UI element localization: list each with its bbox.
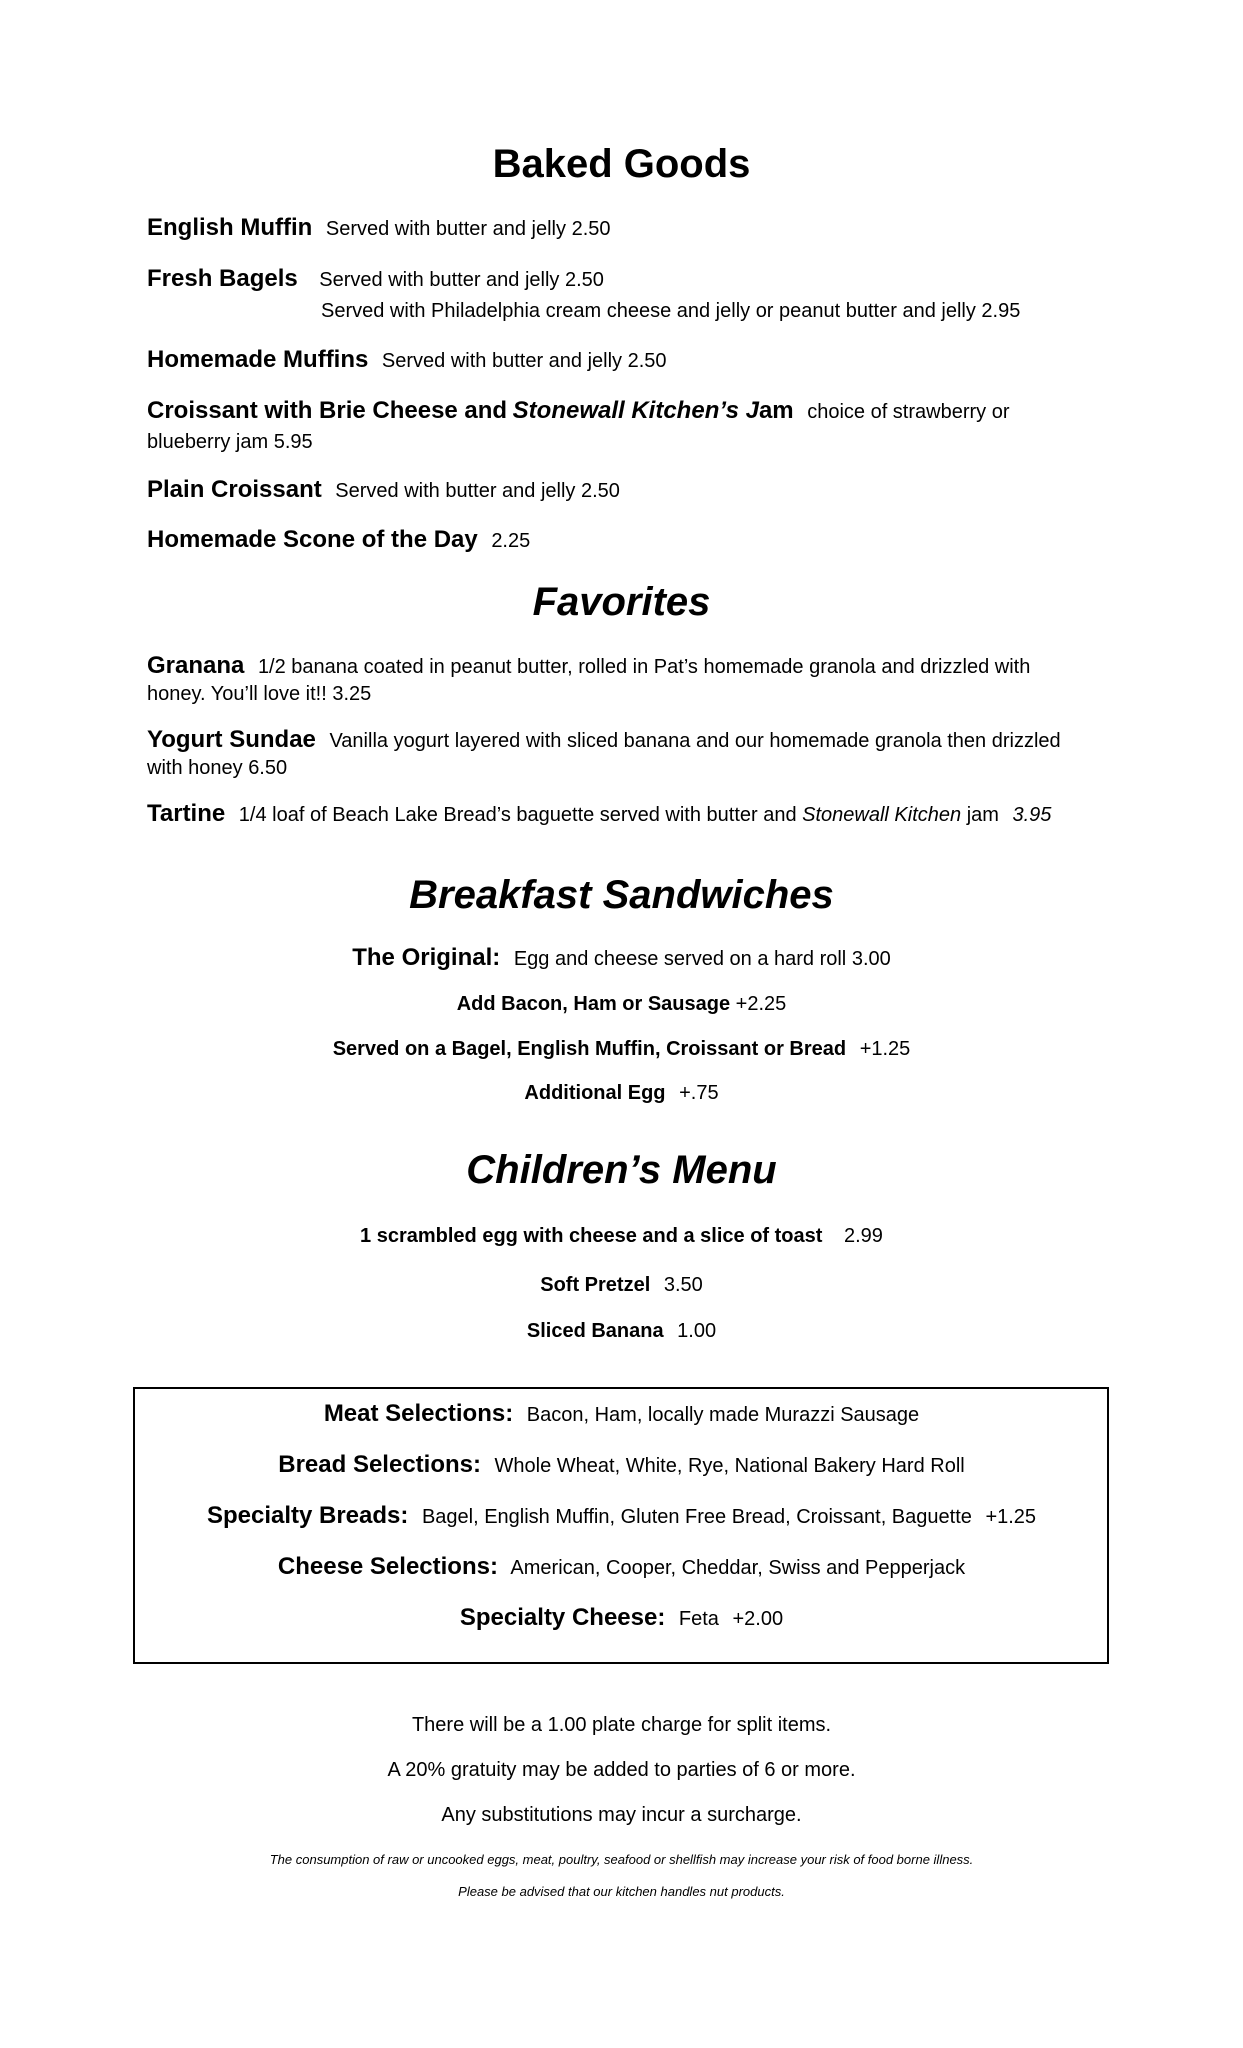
note-consumption-warning: The consumption of raw or uncooked eggs, meat, poultry, seafood or shellfish may increase your risk of food borne illness. (269, 1852, 974, 1867)
item-desc: Vanilla yogurt layered with sliced banana and our homemade granola then drizzled (329, 730, 1061, 752)
item-brand: Stonewall Kitchen (802, 804, 962, 826)
item-desc-2: jam (966, 804, 999, 826)
note-gratuity: A 20% gratuity may be added to parties of 6 or more. (387, 1759, 856, 1781)
selection-value: Bacon, Ham, locally made Murazzi Sausage (526, 1404, 920, 1426)
item-desc: Served with butter and jelly (325, 218, 567, 240)
item-price: 1.00 (677, 1320, 717, 1342)
menu-item-granana (147, 652, 1097, 708)
item-desc: 1/2 banana coated in peanut butter, rolled in Pat’s homemade granola and drizzled with (257, 656, 1031, 678)
item-price: 2.50 (565, 269, 604, 291)
meat-selections (0, 1400, 1243, 1428)
item-price: 2.50 (627, 350, 667, 372)
item-name: 1 scrambled egg with cheese and a slice of toast (360, 1225, 823, 1247)
item-price: 3.50 (663, 1274, 703, 1296)
selection-label: Specialty Cheese: (459, 1604, 666, 1631)
item-name: Homemade Muffins (147, 346, 369, 373)
item-desc: 1/4 loaf of Beach Lake Bread’s baguette served with butter and (238, 804, 797, 826)
sandwich-add-meat (0, 993, 1243, 1016)
menu-item-plain-croissant (147, 476, 1097, 505)
item-name: Add Bacon, Ham or Sausage (456, 993, 731, 1015)
item-desc-2: blueberry jam (147, 431, 269, 453)
sandwich-original (0, 944, 1243, 972)
baked-goods-heading: Baked Goods (492, 142, 751, 186)
menu-item-fresh-bagels-cream-cheese (321, 298, 1121, 325)
childrens-menu-heading: Children’s Menu (466, 1148, 777, 1192)
item-name: The Original: (352, 944, 501, 971)
item-price: +.75 (679, 1082, 719, 1104)
item-price: 3.25 (332, 683, 372, 705)
item-price: 5.95 (273, 431, 313, 453)
item-price: 2.50 (580, 480, 620, 502)
item-price: 2.95 (981, 300, 1021, 322)
menu-item-english-muffin (147, 214, 1097, 243)
item-price: 2.99 (844, 1225, 883, 1247)
item-name: Served on a Bagel, English Muffin, Croissant or Bread (332, 1038, 847, 1060)
item-price: 3.00 (851, 948, 891, 970)
bread-selections (0, 1451, 1243, 1479)
specialty-breads (0, 1502, 1243, 1530)
note-substitutions: Any substitutions may incur a surcharge. (441, 1804, 802, 1826)
item-name: Plain Croissant (147, 476, 322, 503)
item-price: 2.25 (491, 530, 531, 552)
menu-item-homemade-muffins (147, 346, 1097, 375)
item-name: Sliced Banana (526, 1320, 664, 1342)
item-desc: Served with Philadelphia cream cheese and jelly or peanut butter and jelly (321, 300, 976, 322)
item-desc-2: honey. You’ll love it!! (147, 683, 327, 705)
item-price: +1.25 (859, 1038, 911, 1060)
item-name: Homemade Scone of the Day (147, 526, 478, 553)
note-nut-warning: Please be advised that our kitchen handles nut products. (458, 1884, 785, 1899)
menu-item-tartine (147, 800, 1097, 829)
sandwich-served-on (0, 1038, 1243, 1061)
item-name: Tartine (147, 800, 226, 827)
selection-label: Bread Selections: (278, 1451, 481, 1478)
specialty-cheese (0, 1604, 1243, 1632)
item-name: English Muffin (147, 214, 313, 241)
item-brand: Stonewall Kitchen’s J (512, 397, 759, 424)
item-name: Soft Pretzel (540, 1274, 651, 1296)
item-name: Additional Egg (524, 1082, 666, 1104)
menu-item-croissant-brie (147, 396, 1097, 457)
item-price: +2.25 (735, 993, 787, 1015)
favorites-heading: Favorites (532, 580, 711, 624)
item-name: Fresh Bagels (147, 265, 298, 292)
item-price: 3.95 (1012, 804, 1052, 826)
selection-label: Meat Selections: (323, 1400, 514, 1427)
selection-price: +2.00 (732, 1608, 784, 1630)
item-desc-2: with honey (147, 757, 243, 779)
sandwiches-heading: Breakfast Sandwiches (409, 873, 834, 917)
selection-value: American, Cooper, Cheddar, Swiss and Pepperjack (510, 1557, 966, 1579)
menu-item-fresh-bagels (147, 265, 1097, 294)
selection-value: Whole Wheat, White, Rye, National Bakery Hard Roll (494, 1455, 965, 1477)
cheese-selections (0, 1553, 1243, 1581)
selection-value: Feta (678, 1608, 719, 1630)
item-desc: Served with butter and jelly (381, 350, 623, 372)
menu-item-scone (147, 526, 1097, 555)
item-name: Granana (147, 652, 245, 679)
selection-price: +1.25 (985, 1506, 1037, 1528)
item-price: 2.50 (571, 218, 611, 240)
selection-value: Bagel, English Muffin, Gluten Free Bread, Croissant, Baguette (421, 1506, 972, 1528)
menu-item-yogurt-sundae (147, 726, 1097, 782)
item-desc: Served with butter and jelly (319, 269, 560, 291)
selection-label: Cheese Selections: (277, 1553, 498, 1580)
kids-banana (0, 1320, 1243, 1343)
kids-pretzel (0, 1274, 1243, 1297)
note-split-charge: There will be a 1.00 plate charge for split items. (411, 1714, 832, 1736)
selection-label: Specialty Breads: (206, 1502, 409, 1529)
item-name: Yogurt Sundae (147, 726, 316, 753)
kids-egg (0, 1225, 1243, 1248)
item-price: 6.50 (248, 757, 288, 779)
item-name-end: am (758, 397, 794, 424)
sandwich-additional-egg (0, 1082, 1243, 1105)
item-desc: Served with butter and jelly (335, 480, 576, 502)
item-desc: Egg and cheese served on a hard roll (513, 948, 847, 970)
item-desc: choice of strawberry or (807, 401, 1010, 423)
item-name: Croissant with Brie Cheese and (147, 397, 508, 424)
